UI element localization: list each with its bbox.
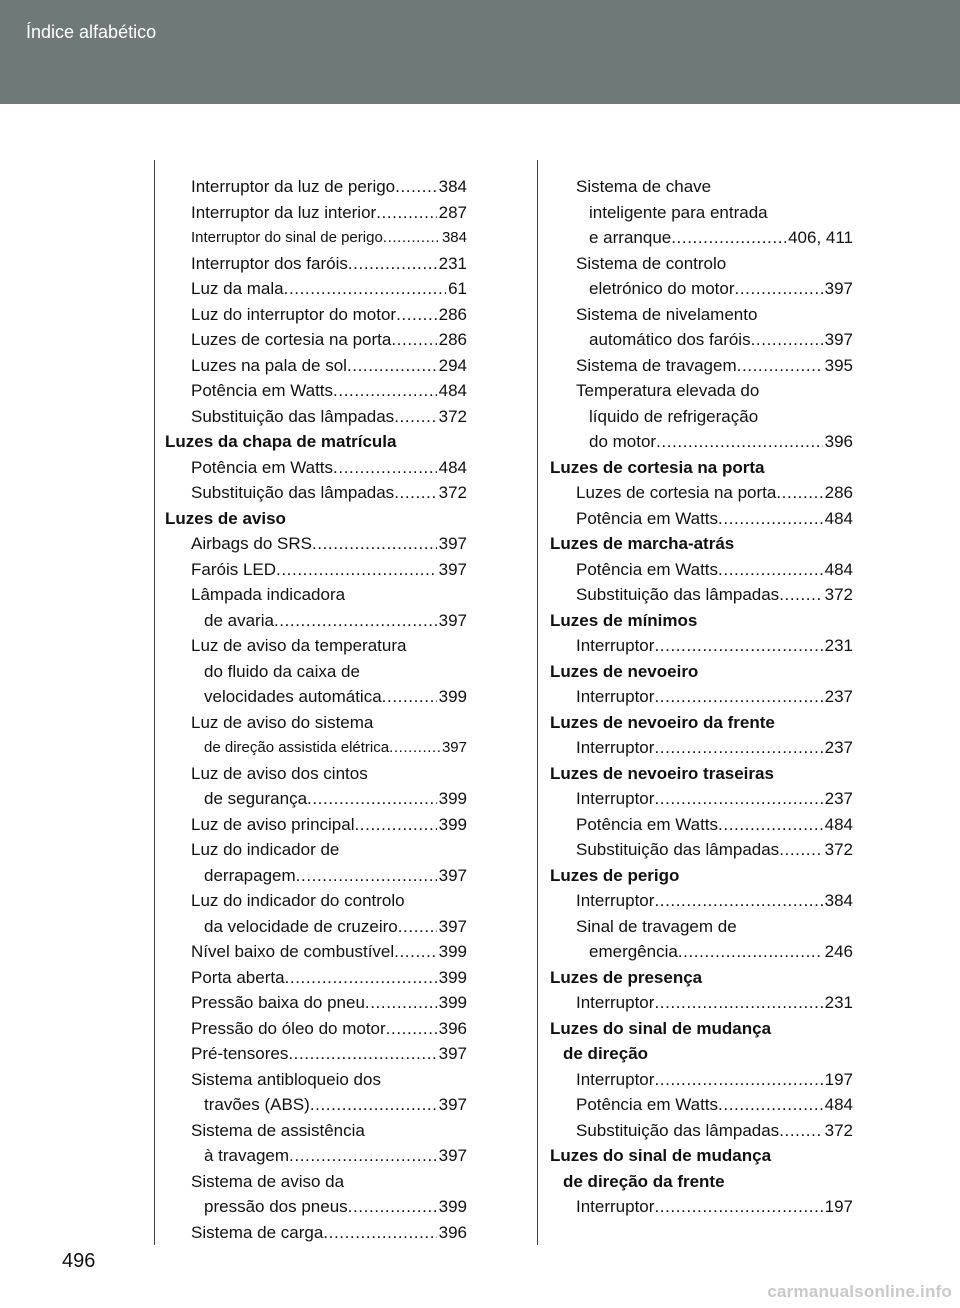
dot-leader	[310, 1092, 437, 1118]
index-entry	[550, 353, 853, 379]
dot-leader	[296, 863, 437, 889]
dot-leader	[735, 276, 823, 302]
entry-label: Interruptor	[576, 738, 655, 757]
entry-page: 484	[824, 559, 853, 579]
entry-label: Luz de aviso principal	[191, 814, 355, 834]
entry-label: Luz do indicador do controlo	[191, 891, 405, 910]
index-entry	[550, 276, 853, 302]
index-entry	[165, 633, 467, 659]
index-entry	[165, 837, 467, 863]
dot-leader	[776, 480, 822, 506]
entry-label: Luzes de cortesia na porta	[191, 330, 392, 349]
index-entry	[550, 1118, 853, 1144]
entry-label: Potência em Watts	[576, 1095, 719, 1114]
entry-page: 231	[824, 993, 853, 1012]
entry-label: Luz da mala	[191, 279, 284, 298]
entry-label: Luz de aviso da temperatura	[191, 636, 407, 655]
index-column-left	[165, 174, 467, 1245]
dot-leader	[289, 1143, 437, 1169]
dot-leader	[396, 302, 437, 328]
index-heading	[550, 1143, 853, 1169]
index-column-right	[550, 174, 853, 1220]
entry-label: Airbags do SRS	[191, 534, 312, 553]
index-entry	[550, 506, 853, 532]
index-entry	[165, 353, 467, 379]
index-entry	[550, 684, 853, 710]
entry-label: Luzes de cortesia na porta	[550, 457, 765, 477]
index-entry	[165, 965, 467, 991]
dot-leader	[654, 633, 822, 659]
index-heading	[550, 863, 853, 889]
index-entry	[165, 735, 467, 761]
index-entry	[165, 1041, 467, 1067]
entry-label: Temperatura elevada do	[576, 381, 760, 400]
entry-label: Sistema de aviso da	[191, 1171, 345, 1191]
index-entry	[165, 225, 467, 251]
dot-leader	[654, 990, 822, 1016]
entry-label: Interruptor da luz de perigo	[191, 177, 396, 196]
entry-page: 399	[438, 687, 467, 706]
index-entry	[165, 557, 467, 583]
dot-leader	[394, 404, 436, 430]
entry-page: 372	[824, 840, 853, 859]
index-heading	[550, 710, 853, 736]
entry-page: 384	[441, 229, 467, 246]
entry-page: 395	[824, 355, 853, 375]
entry-page: 372	[824, 585, 853, 604]
index-entry	[165, 1067, 467, 1093]
entry-page: 406, 411	[788, 228, 853, 247]
entry-label: Interruptor	[576, 636, 655, 655]
entry-page: 397	[824, 279, 853, 298]
entry-label: Luzes de perigo	[550, 865, 680, 885]
dot-leader	[678, 939, 823, 965]
entry-label: Pressão do óleo do motor	[191, 1018, 386, 1038]
entry-label: Sistema de controlo	[576, 253, 727, 273]
dot-leader	[737, 353, 823, 379]
entry-label: Luzes na pala de sol	[191, 355, 347, 375]
entry-label: Substituição das lâmpadas	[576, 585, 780, 604]
entry-label: Luzes de presença	[550, 967, 703, 987]
index-entry	[550, 480, 853, 506]
dot-leader	[395, 174, 437, 200]
entry-page: 397	[438, 916, 467, 936]
entry-page: 231	[824, 636, 853, 655]
entry-page: 399	[438, 993, 467, 1012]
dot-leader	[386, 1016, 437, 1042]
entry-label: Faróis LED	[191, 559, 277, 579]
entry-page: 397	[438, 1095, 467, 1114]
dot-leader	[394, 480, 436, 506]
dot-leader	[274, 608, 437, 634]
index-heading	[550, 455, 853, 481]
entry-label: Interruptor	[576, 993, 655, 1012]
entry-page: 372	[438, 406, 467, 426]
entry-label: Interruptor do sinal de perigo	[191, 229, 383, 246]
entry-page: 287	[438, 202, 467, 222]
entry-page: 396	[824, 432, 853, 451]
entry-page: 396	[438, 1222, 467, 1242]
dot-leader	[391, 327, 436, 353]
index-entry	[550, 888, 853, 914]
entry-page: 397	[824, 330, 853, 349]
entry-label: pressão dos pneus	[204, 1197, 348, 1216]
entry-label: de avaria	[204, 610, 274, 630]
entry-page: 384	[438, 177, 467, 196]
entry-label: velocidades automática	[204, 687, 382, 706]
entry-label: Luzes de aviso	[165, 508, 286, 528]
entry-page: 399	[438, 789, 467, 808]
index-entry	[165, 1016, 467, 1042]
entry-label: eletrónico do motor	[589, 279, 735, 298]
entry-page: 399	[438, 1197, 467, 1216]
index-entry	[165, 174, 467, 200]
dot-leader	[354, 812, 436, 838]
index-entry	[165, 1092, 467, 1118]
entry-label: Porta aberta	[191, 967, 285, 987]
entry-label: Luz do indicador de	[191, 840, 340, 859]
entry-label: inteligente para entrada	[589, 202, 768, 222]
left-column-rule	[154, 160, 155, 1245]
index-entry	[550, 1067, 853, 1093]
entry-label: à travagem	[204, 1146, 290, 1165]
index-heading	[550, 608, 853, 634]
dot-leader	[718, 1092, 823, 1118]
entry-page: 286	[438, 304, 467, 324]
dot-leader	[333, 378, 437, 404]
entry-label: Potência em Watts	[191, 457, 334, 477]
entry-label: Sistema de travagem	[576, 355, 737, 375]
index-entry	[550, 1092, 853, 1118]
index-entry	[165, 990, 467, 1016]
entry-label: derrapagem	[204, 865, 296, 885]
index-entry	[165, 302, 467, 328]
dot-leader	[276, 557, 437, 583]
entry-page: 372	[824, 1120, 853, 1140]
entry-page: 484	[438, 381, 467, 400]
index-entry	[550, 302, 853, 328]
entry-label: Sistema de assistência	[191, 1120, 365, 1140]
entry-label: emergência	[589, 942, 678, 961]
index-heading	[550, 965, 853, 991]
entry-label: Lâmpada indicadora	[191, 585, 346, 604]
entry-page: 484	[824, 1095, 853, 1114]
watermark: carmanualsonline.info	[767, 1282, 952, 1301]
index-entry	[165, 531, 467, 557]
dot-leader	[654, 1194, 822, 1220]
index-entry	[165, 276, 467, 302]
index-entry	[550, 200, 853, 226]
index-entry	[550, 557, 853, 583]
dot-leader	[654, 786, 822, 812]
entry-page: 484	[438, 457, 467, 477]
entry-label: Interruptor dos faróis	[191, 253, 348, 273]
entry-label: automático dos faróis	[589, 330, 751, 349]
entry-page: 399	[438, 814, 467, 834]
index-entry	[550, 582, 853, 608]
dot-leader	[394, 939, 436, 965]
entry-label: Luz de aviso dos cintos	[191, 763, 368, 783]
dot-leader	[654, 1067, 822, 1093]
dot-leader	[654, 888, 822, 914]
entry-page: 397	[438, 534, 467, 553]
entry-label: Sinal de travagem de	[576, 916, 737, 936]
entry-label: Luz do interruptor do motor	[191, 304, 397, 324]
index-heading	[550, 531, 853, 557]
dot-leader	[382, 684, 437, 710]
dot-leader	[389, 735, 440, 761]
dot-leader	[285, 965, 437, 991]
index-entry	[165, 914, 467, 940]
entry-label: e arranque	[589, 228, 672, 247]
dot-leader	[348, 1194, 437, 1220]
entry-label: de direção da frente	[563, 1171, 725, 1191]
entry-label: do motor	[589, 432, 657, 451]
entry-label: Pressão baixa do pneu	[191, 993, 365, 1012]
index-entry	[165, 327, 467, 353]
index-entry	[165, 863, 467, 889]
index-entry	[550, 1194, 853, 1220]
index-entry	[165, 404, 467, 430]
entry-page: 237	[824, 738, 853, 757]
dot-leader	[718, 557, 823, 583]
entry-page: 372	[438, 483, 467, 502]
index-entry	[165, 684, 467, 710]
entry-label: Substituição das lâmpadas	[191, 406, 395, 426]
entry-page: 397	[441, 739, 467, 756]
dot-leader	[718, 506, 823, 532]
dot-leader	[307, 786, 437, 812]
dot-leader	[654, 684, 822, 710]
entry-label: Nível baixo de combustível	[191, 942, 395, 961]
index-entry	[550, 225, 853, 251]
entry-label: Luzes de marcha-atrás	[550, 534, 735, 553]
dot-leader	[348, 251, 437, 277]
entry-label: Substituição das lâmpadas	[191, 483, 395, 502]
entry-label: líquido de refrigeração	[589, 406, 759, 426]
index-entry	[165, 480, 467, 506]
entry-label: Sistema de nivelamento	[576, 304, 758, 324]
entry-label: Luzes do sinal de mudança	[550, 1018, 772, 1038]
entry-page: 397	[438, 1146, 467, 1165]
index-entry	[550, 786, 853, 812]
dot-leader	[323, 1220, 436, 1246]
entry-page: 397	[438, 865, 467, 885]
entry-label: Interruptor	[576, 1197, 655, 1216]
entry-page: 286	[824, 483, 853, 502]
index-entry	[550, 429, 853, 455]
entry-page: 484	[824, 814, 853, 834]
index-entry	[165, 786, 467, 812]
entry-label: de direção assistida elétrica	[204, 739, 390, 756]
index-entry	[550, 837, 853, 863]
entry-label: Interruptor da luz interior	[191, 202, 377, 222]
entry-page: 294	[438, 355, 467, 375]
index-entry	[550, 174, 853, 200]
dot-leader	[671, 225, 786, 251]
dot-leader	[312, 531, 437, 557]
index-entry	[165, 710, 467, 736]
index-entry	[165, 761, 467, 787]
entry-label: da velocidade de cruzeiro	[204, 916, 398, 936]
index-entry	[165, 888, 467, 914]
entry-label: do fluido da caixa de	[204, 661, 360, 681]
index-heading	[165, 506, 467, 532]
entry-page: 237	[824, 687, 853, 706]
index-entry	[165, 1220, 467, 1246]
entry-label: Interruptor	[576, 1069, 655, 1089]
index-entry	[165, 1118, 467, 1144]
entry-label: Substituição das lâmpadas	[576, 1120, 780, 1140]
index-entry	[165, 812, 467, 838]
index-entry	[165, 1143, 467, 1169]
entry-label: Pré-tensores	[191, 1044, 289, 1063]
entry-label: Interruptor	[576, 687, 655, 706]
entry-label: Potência em Watts	[576, 559, 719, 579]
entry-label: Potência em Watts	[576, 508, 719, 528]
entry-label: Luzes de mínimos	[550, 610, 698, 630]
entry-label: Luz de aviso do sistema	[191, 712, 374, 732]
entry-page: 237	[824, 789, 853, 808]
entry-label: de direção	[563, 1044, 649, 1063]
index-entry	[165, 582, 467, 608]
index-heading	[550, 1016, 853, 1042]
index-entry	[165, 608, 467, 634]
dot-leader	[656, 429, 823, 455]
index-heading	[550, 1041, 853, 1067]
dot-leader	[347, 353, 437, 379]
index-entry	[550, 812, 853, 838]
index-entry	[165, 455, 467, 481]
entry-page: 397	[438, 1044, 467, 1063]
dot-leader	[779, 582, 822, 608]
entry-page: 397	[438, 610, 467, 630]
entry-page: 384	[824, 891, 853, 910]
entry-label: Luzes de nevoeiro	[550, 661, 699, 681]
index-entry	[165, 939, 467, 965]
index-entry	[550, 327, 853, 353]
entry-page: 399	[438, 967, 467, 987]
entry-label: Sistema antibloqueio dos	[191, 1069, 381, 1089]
dot-leader	[398, 914, 437, 940]
entry-label: Sistema de carga	[191, 1222, 324, 1242]
dot-leader	[333, 455, 437, 481]
index-entry	[165, 659, 467, 685]
index-entry	[165, 251, 467, 277]
dot-leader	[383, 225, 440, 251]
index-heading	[550, 761, 853, 787]
entry-page: 197	[824, 1069, 853, 1089]
entry-label: travões (ABS)	[204, 1095, 310, 1114]
dot-leader	[654, 735, 822, 761]
index-entry	[165, 1169, 467, 1195]
entry-page: 246	[824, 942, 853, 961]
index-entry	[165, 378, 467, 404]
index-entry	[550, 404, 853, 430]
index-heading	[550, 1169, 853, 1195]
index-entry	[550, 939, 853, 965]
dot-leader	[718, 812, 823, 838]
entry-page: 231	[438, 253, 467, 273]
entry-page: 484	[824, 508, 853, 528]
dot-leader	[284, 276, 446, 302]
entry-label: Potência em Watts	[576, 814, 719, 834]
entry-label: Luzes da chapa de matrícula	[165, 432, 397, 451]
index-entry	[550, 378, 853, 404]
center-column-rule	[537, 160, 538, 1245]
entry-label: de segurança	[204, 789, 308, 808]
index-entry	[550, 990, 853, 1016]
entry-page: 286	[438, 330, 467, 349]
entry-label: Luzes de cortesia na porta	[576, 483, 777, 502]
entry-label: Substituição das lâmpadas	[576, 840, 780, 859]
entry-label: Potência em Watts	[191, 381, 334, 400]
index-heading	[165, 429, 467, 455]
entry-page: 61	[448, 279, 467, 298]
index-entry	[550, 735, 853, 761]
dot-leader	[779, 1118, 822, 1144]
dot-leader	[376, 200, 436, 226]
entry-page: 396	[438, 1018, 467, 1038]
dot-leader	[288, 1041, 436, 1067]
dot-leader	[751, 327, 823, 353]
page-number: 496	[62, 1250, 96, 1272]
index-entry	[165, 1194, 467, 1220]
entry-page: 399	[438, 942, 467, 961]
entry-label: Luzes de nevoeiro da frente	[550, 712, 775, 732]
entry-label: Sistema de chave	[576, 177, 712, 196]
index-entry	[550, 633, 853, 659]
index-entry	[550, 251, 853, 277]
entry-label: Luzes de nevoeiro traseiras	[550, 763, 774, 783]
page-header	[0, 0, 960, 104]
entry-page: 197	[824, 1197, 853, 1216]
index-entry	[550, 914, 853, 940]
entry-label: Luzes do sinal de mudança	[550, 1146, 772, 1165]
section-title: Índice alfabético	[26, 22, 157, 42]
index-entry	[165, 200, 467, 226]
dot-leader	[779, 837, 822, 863]
entry-label: Interruptor	[576, 789, 655, 808]
index-heading	[550, 659, 853, 685]
dot-leader	[365, 990, 437, 1016]
entry-page: 397	[438, 559, 467, 579]
entry-label: Interruptor	[576, 891, 655, 910]
